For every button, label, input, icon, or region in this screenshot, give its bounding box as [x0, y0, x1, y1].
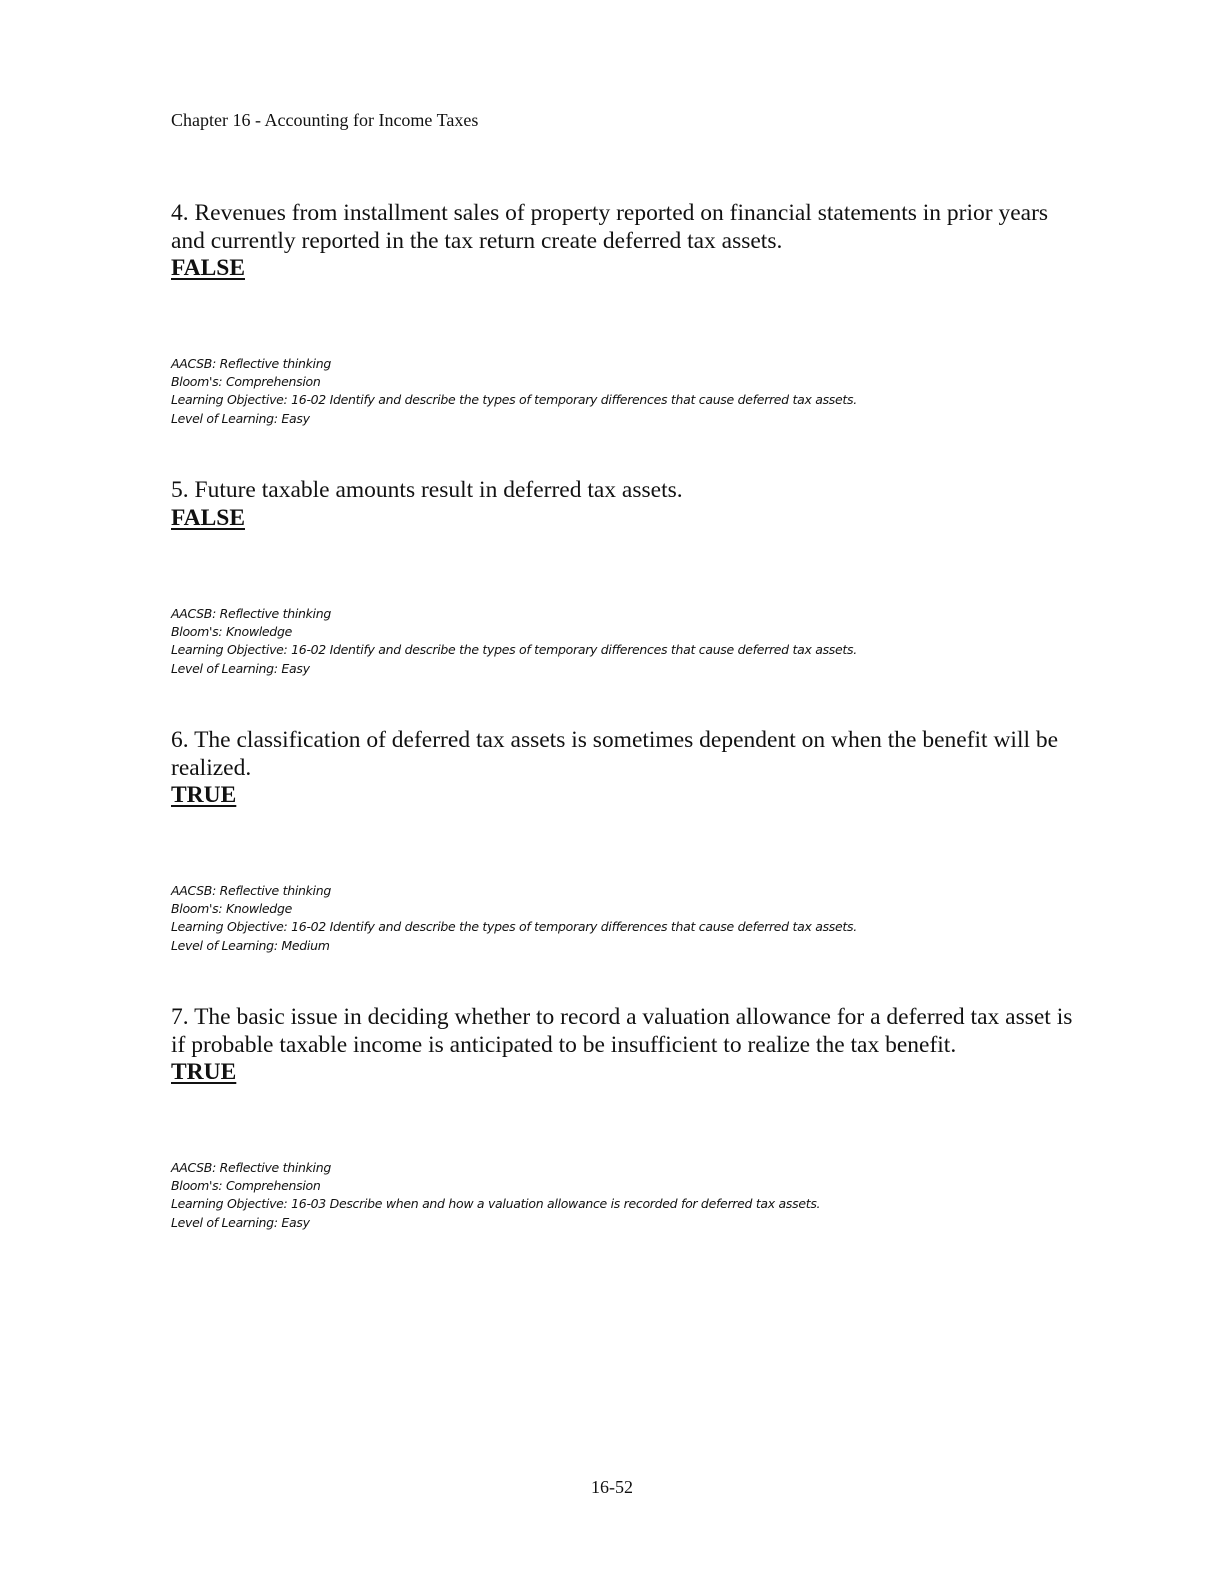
question-answer: FALSE [171, 255, 245, 281]
meta-blooms: Bloom's: Comprehension [171, 374, 321, 390]
question-7 [171, 1004, 1076, 1087]
meta-aacsb: AACSB: Reflective thinking [171, 883, 331, 898]
question-text: 5. Future taxable amounts result in deferred tax assets. [171, 477, 683, 503]
question-5-metadata [171, 605, 857, 678]
question-6-metadata [171, 882, 857, 955]
question-text: 4. Revenues from installment sales of property reported on financial statements in prior years and currently reported in the tax return create deferred tax assets. [171, 200, 1049, 254]
meta-learning-objective: Learning Objective: 16-02 Identify and describe the types of temporary differences that cause deferred tax assets. [171, 642, 857, 658]
meta-learning-objective: Learning Objective: 16-02 Identify and describe the types of temporary differences that cause deferred tax assets. [171, 919, 857, 935]
question-5 [171, 477, 1076, 532]
meta-level: Level of Learning: Easy [171, 410, 310, 426]
meta-level: Level of Learning: Easy [171, 1214, 310, 1230]
meta-learning-objective: Learning Objective: 16-02 Identify and describe the types of temporary differences that cause deferred tax assets. [171, 392, 857, 408]
meta-blooms: Bloom's: Comprehension [171, 1178, 321, 1194]
question-text: 7. The basic issue in deciding whether to record a valuation allowance for a deferred tax asset is if probable taxable income is anticipated to be insufficient to realize the tax benefit. [171, 1004, 1073, 1058]
meta-aacsb: AACSB: Reflective thinking [171, 606, 331, 621]
meta-level: Level of Learning: Easy [171, 660, 310, 676]
meta-aacsb: AACSB: Reflective thinking [171, 1160, 331, 1175]
question-answer: TRUE [171, 1059, 237, 1085]
meta-learning-objective: Learning Objective: 16-03 Describe when and how a valuation allowance is recorded for deferred tax assets. [171, 1196, 821, 1212]
question-answer: TRUE [171, 782, 237, 808]
question-7-metadata [171, 1159, 820, 1232]
page-number: 16-52 [591, 1477, 633, 1497]
question-answer: FALSE [171, 504, 245, 531]
meta-aacsb: AACSB: Reflective thinking [171, 356, 331, 371]
running-header: Chapter 16 - Accounting for Income Taxes [171, 110, 479, 130]
question-6 [171, 727, 1076, 810]
question-text: 6. The classification of deferred tax assets is sometimes dependent on when the benefit will be realized. [171, 727, 1059, 781]
question-4 [171, 200, 1076, 283]
question-4-metadata [171, 355, 857, 428]
meta-blooms: Bloom's: Knowledge [171, 624, 292, 640]
meta-level: Level of Learning: Medium [171, 937, 330, 953]
meta-blooms: Bloom's: Knowledge [171, 901, 292, 917]
